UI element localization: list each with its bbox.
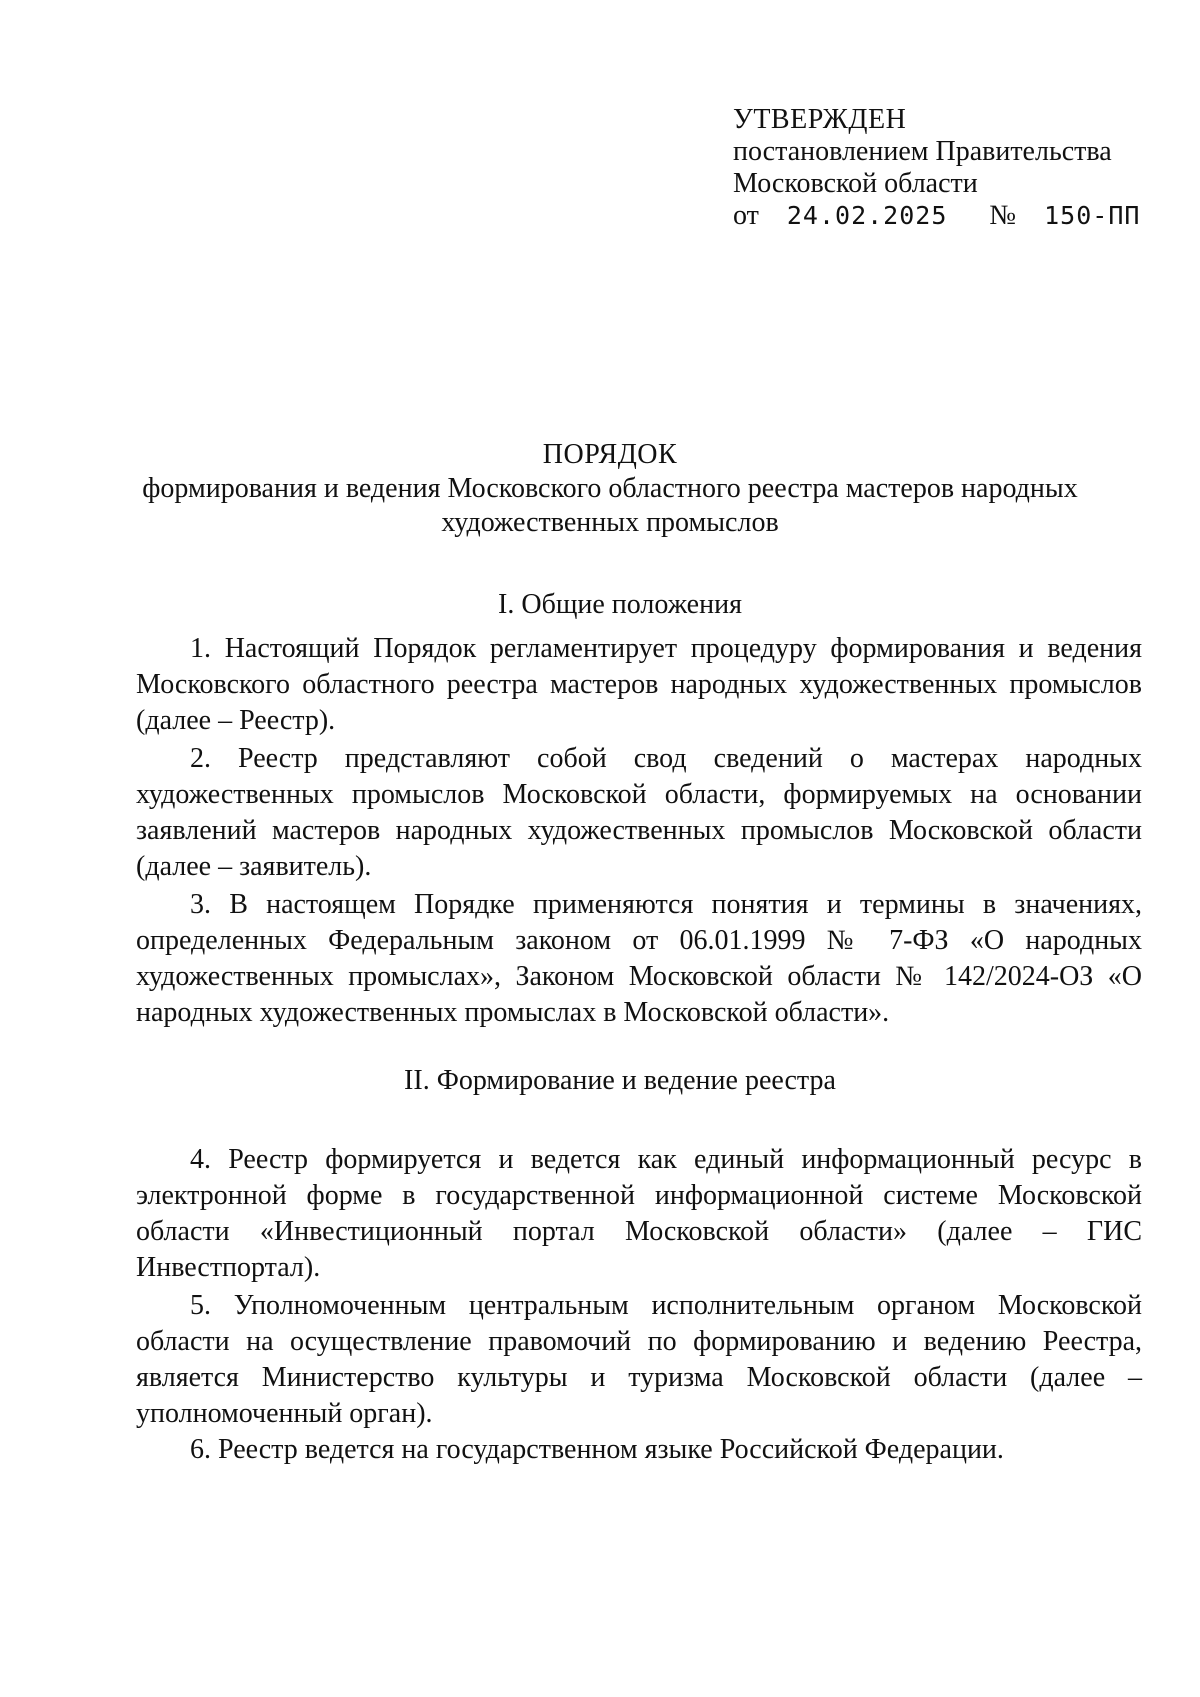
paragraph-3: 3. В настоящем Порядке применяются понятия и термины в значениях, определенных Федеральным законом от 06.01.1999 № 7-ФЗ «О народных художественных промыслах», Законом Московской области № 142/2024-ОЗ «О народных художественных промыслах в Московской области». <box>136 889 1142 1028</box>
approval-number: 150-ПП <box>1044 201 1141 230</box>
document-subtitle: формирования и ведения Московского областного реестра мастеров народных художественных промыслов <box>142 473 1078 538</box>
approval-title: УТВЕРЖДЕН <box>733 104 907 135</box>
document-name: ПОРЯДОК <box>542 439 678 470</box>
approval-date: 24.02.2025 <box>786 201 948 230</box>
paragraph-1: 1. Настоящий Порядок регламентирует процедуру формирования и ведения Московского областного реестра мастеров народных художественных промыслов (далее – Реестр). <box>136 633 1142 736</box>
approval-line-1: постановлением Правительства <box>733 136 1112 167</box>
date-prefix: от <box>733 200 759 231</box>
section-title-2: II. Формирование и ведение реестра <box>404 1065 836 1096</box>
number-sign: № <box>989 200 1017 231</box>
paragraph-2: 2. Реестр представляют собой свод сведений о мастерах народных художественных промыслов Московской области, формируемых на основании заявлений мастеров народных художественных промыслов Московской области (далее – заявитель). <box>136 743 1142 882</box>
paragraph-5: 5. Уполномоченным центральным исполнительным органом Московской области на осуществление правомочий по формированию и ведению Реестра, является Министерство культуры и туризма Московской области (далее – уполномоченный орган). <box>136 1290 1142 1429</box>
document-heading <box>140 438 1080 540</box>
paragraph-6: 6. Реестр ведется на государственном языке Российской Федерации. <box>190 1434 1004 1465</box>
approval-stamp-block <box>733 104 1173 232</box>
section-title-1: I. Общие положения <box>498 589 742 620</box>
paragraph-4: 4. Реестр формируется и ведется как единый информационный ресурс в электронной форме в государственной информационной системе Московской области «Инвестиционный портал Московской области» (далее – ГИС Инвестпортал). <box>136 1144 1142 1283</box>
approval-line-2: Московской области <box>733 168 978 199</box>
approval-date-line <box>733 200 1173 232</box>
